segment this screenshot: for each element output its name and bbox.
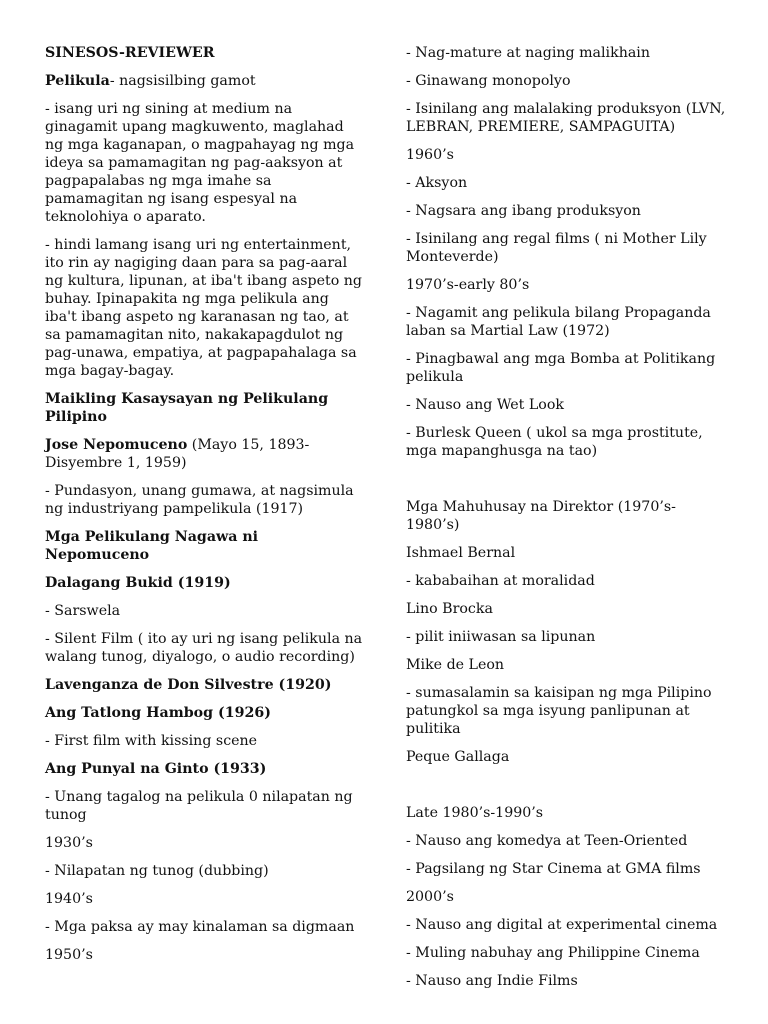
era-note: - Nauso ang komedya at Teen-Oriented (406, 833, 688, 849)
era-note: - Burlesk Queen ( ukol sa mga prostitute, mga mapanghusga na tao) (406, 425, 703, 459)
film-note: - Sarswela (45, 603, 121, 619)
blank-line (406, 470, 728, 498)
pelikula-def-2: - hindi lamang isang uri ng entertainment, ito rin ay nagiging daan para sa pag-aaral ng kultura, lipunan, at iba't ibang aspeto ng buhay. Ipinapakita ng mga pelikula ang iba't ibang aspeto ng karanasan ng tao, at sa pamamagitan nito, nakakapagdulot ng pag-unawa, empatiya, at pagpapahalaga sa mga bagay-bagay. (45, 237, 363, 379)
era-note: - Pagsilang ng Star Cinema at GMA films (406, 861, 701, 877)
director-name: Peque Gallaga (406, 749, 510, 765)
left-column (45, 44, 363, 974)
nepomuceno-desc: - Pundasyon, unang gumawa, at nagsimula ng industriyang pampelikula (1917) (45, 483, 354, 517)
nepomuceno-dates: (Mayo 15, 1893- Disyembre 1, 1959) (45, 437, 310, 471)
pelikula-term: Pelikula (45, 73, 110, 89)
pelikula-short-def: - nagsisilbing gamot (109, 73, 256, 89)
era-label: 2000’s (406, 889, 454, 905)
era-label: 1940’s (45, 891, 93, 907)
era-note: - Nagamit ang pelikula bilang Propaganda laban sa Martial Law (1972) (406, 305, 711, 339)
right-column (406, 44, 728, 1000)
era-note: - Isinilang ang malalaking produksyon (LVN, LEBRAN, PREMIERE, SAMPAGUITA) (406, 101, 726, 135)
history-heading: Maikling Kasaysayan ng Pelikulang Pilipino (45, 391, 329, 425)
film-note: - First film with kissing scene (45, 733, 258, 749)
era-note: - Isinilang ang regal films ( ni Mother Lily Monteverde) (406, 231, 707, 265)
era-label: 1950’s (45, 947, 93, 963)
document-title: SINESOS-REVIEWER (45, 45, 215, 61)
era-note: - Mga paksa ay may kinalaman sa digmaan (45, 919, 355, 935)
film-title: Dalagang Bukid (1919) (45, 575, 231, 591)
director-name: Ishmael Bernal (406, 545, 516, 561)
era-note: - Aksyon (406, 175, 468, 191)
blank-line (406, 776, 728, 804)
era-label: 1930’s (45, 835, 93, 851)
era-note: - Nagsara ang ibang produksyon (406, 203, 641, 219)
films-heading: Mga Pelikulang Nagawa ni Nepomuceno (45, 529, 259, 563)
era-note: - Nauso ang digital at experimental cinema (406, 917, 718, 933)
nepomuceno-entry (45, 436, 363, 472)
nepomuceno-name: Jose Nepomuceno (45, 437, 188, 453)
era-note: - Nauso ang Wet Look (406, 397, 564, 413)
director-note: - pilit iniiwasan sa lipunan (406, 629, 596, 645)
era-note: - Pinagbawal ang mga Bomba at Politikang pelikula (406, 351, 716, 385)
directors-heading: Mga Mahuhusay na Direktor (1970’s-1980’s) (406, 499, 676, 533)
film-note: - Unang tagalog na pelikula 0 nilapatan ng tunog (45, 789, 353, 823)
director-note: - kababaihan at moralidad (406, 573, 595, 589)
film-title: Ang Tatlong Hambog (1926) (45, 705, 271, 721)
era-note: - Nag-mature at naging malikhain (406, 45, 650, 61)
director-note: - sumasalamin sa kaisipan ng mga Pilipino patungkol sa mga isyung panlipunan at pulitika (406, 685, 712, 737)
era-label: Late 1980’s-1990’s (406, 805, 544, 821)
director-name: Mike de Leon (406, 657, 505, 673)
era-note: - Nilapatan ng tunog (dubbing) (45, 863, 269, 879)
pelikula-definition (45, 72, 363, 90)
era-label: 1960’s (406, 147, 454, 163)
era-note: - Muling nabuhay ang Philippine Cinema (406, 945, 700, 961)
era-note: - Nauso ang Indie Films (406, 973, 578, 989)
film-title: Ang Punyal na Ginto (1933) (45, 761, 267, 777)
pelikula-def-1: - isang uri ng sining at medium na ginagamit upang magkuwento, maglahad ng mga kaganapan, o magpahayag ng mga ideya sa pamamagitan ng pag-aaksyon at pagpapalabas ng mga imahe sa pamamagitan ng isang espesyal na teknolohiya o aparato. (45, 101, 355, 225)
director-name: Lino Brocka (406, 601, 493, 617)
era-note: - Ginawang monopolyo (406, 73, 571, 89)
era-label: 1970’s-early 80’s (406, 277, 530, 293)
film-note: - Silent Film ( ito ay uri ng isang pelikula na walang tunog, diyalogo, o audio recording) (45, 631, 363, 665)
film-title: Lavenganza de Don Silvestre (1920) (45, 677, 332, 693)
